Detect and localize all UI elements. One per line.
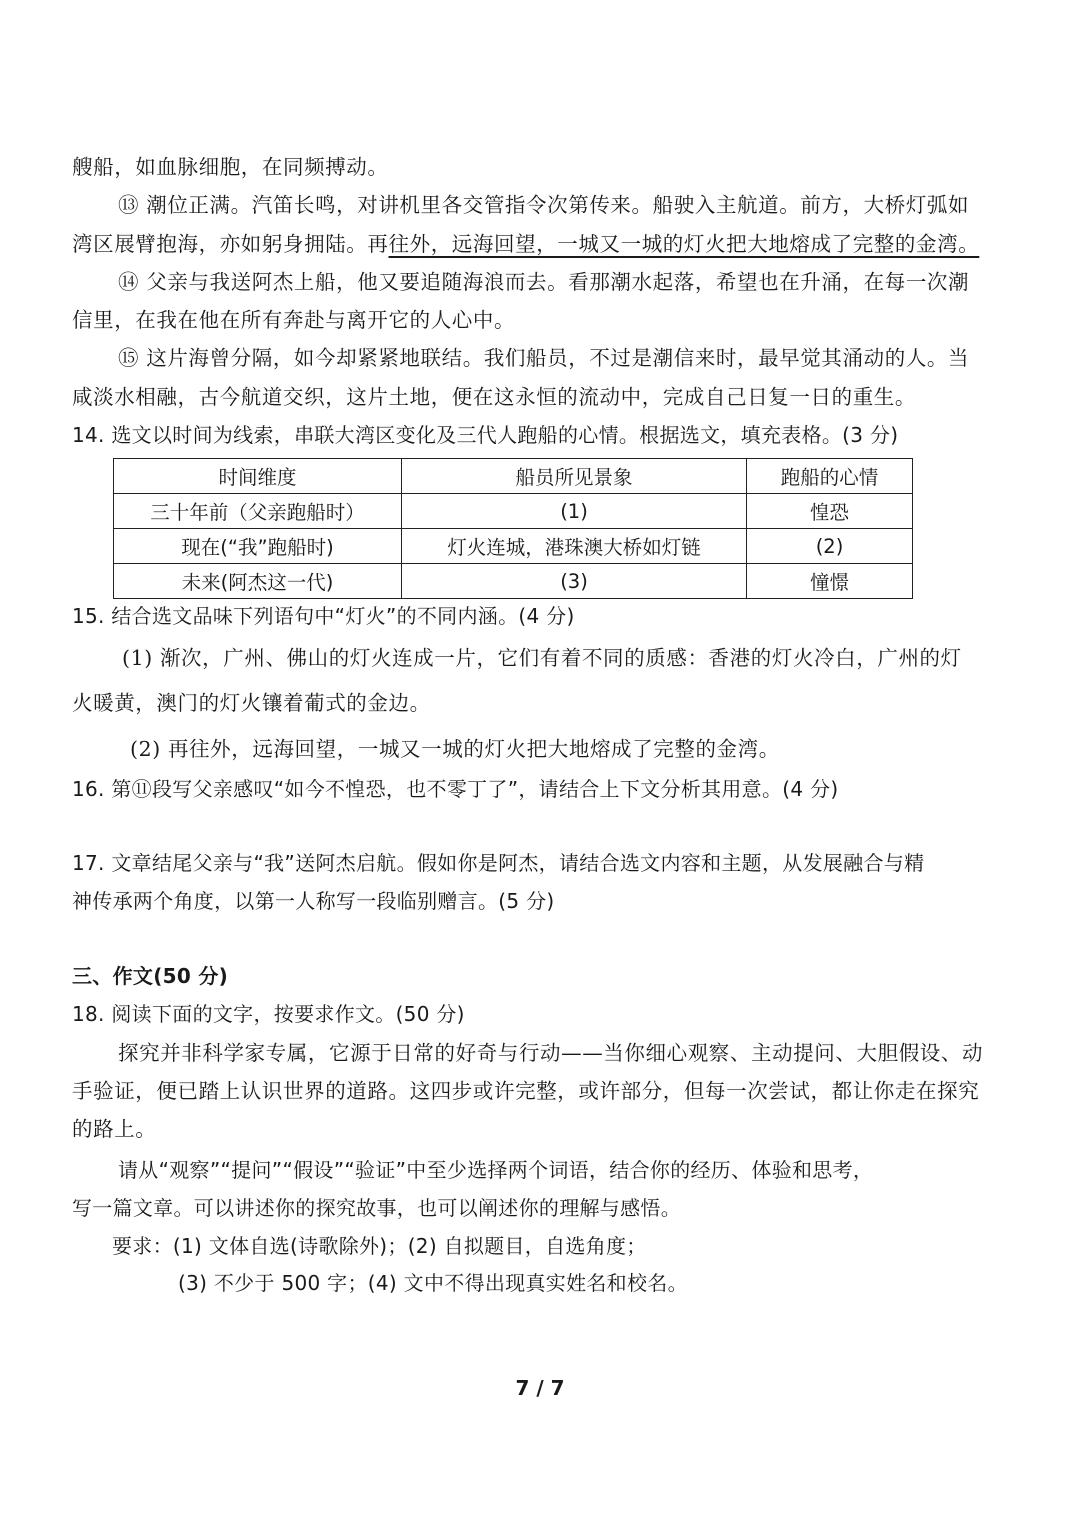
table-cell: (3) [402, 564, 747, 599]
table-cell: (1) [402, 494, 747, 529]
paragraph-14-line-2: 信里，在我在他在所有奔赴与离开它的人心中。 [72, 308, 516, 332]
table-header-cell: 船员所见景象 [402, 459, 747, 494]
table-header-cell: 时间维度 [114, 459, 402, 494]
question-15-item-2: (2) 再往外，远海回望，一城又一城的灯火把大地熔成了完整的金湾。 [130, 737, 780, 761]
table-cell: 现在(“我”跑船时) [114, 529, 402, 564]
section-heading: 三、作文(50 分) [72, 964, 229, 988]
essay-task-line-1: 请从“观察”“提问”“假设”“验证”中至少选择两个词语，结合你的经历、体验和思考， [118, 1158, 874, 1182]
paragraph-13-line-1: ⑬ 潮位正满。汽笛长鸣，对讲机里各交管指令次第传来。船驶入主航道。前方，大桥灯弧如 [118, 193, 970, 217]
table-row [114, 529, 913, 564]
question-15-item-1-line-2: 火暖黄，澳门的灯火镶着葡式的金边。 [72, 691, 431, 715]
question-17-line-1: 17. 文章结尾父亲与“我”送阿杰启航。假如你是阿杰，请结合选文内容和主题，从发展融合与精 [72, 851, 925, 875]
table-header-row [114, 459, 913, 494]
passage-line-1: 艘船，如血脉细胞，在同频搏动。 [72, 155, 389, 179]
table-row [114, 494, 913, 529]
essay-prompt-line-2: 手验证，便已踏上认识世界的道路。这四步或许完整，或许部分，但每一次尝试，都让你走在探究 [72, 1079, 980, 1103]
paragraph-13-line-2 [72, 230, 979, 258]
question-15: 15. 结合选文品味下列语句中“灯火”的不同内涵。(4 分) [72, 604, 575, 628]
underlined-sentence: 往外，远海回望，一城又一城的灯火把大地熔成了完整的金湾。 [388, 232, 980, 256]
table-cell: (2) [747, 529, 913, 564]
answer-table [113, 458, 913, 599]
table-cell: 灯火连城，港珠澳大桥如灯链 [402, 529, 747, 564]
table-cell: 未来(阿杰这一代) [114, 564, 402, 599]
table-cell: 憧憬 [747, 564, 913, 599]
table-header-cell: 跑船的心情 [747, 459, 913, 494]
table-row [114, 564, 913, 599]
table-cell: 惶恐 [747, 494, 913, 529]
paragraph-15-line-1: ⑮ 这片海曾分隔，如今却紧紧地联结。我们船员，不过是潮信来时，最早觉其涌动的人。当 [118, 346, 970, 370]
essay-prompt-line-1: 探究并非科学家专属，它源于日常的好奇与行动——当你细心观察、主动提问、大胆假设、动 [118, 1041, 984, 1065]
page-number: 7 / 7 [515, 1376, 565, 1400]
paragraph-14-line-1: ⑭ 父亲与我送阿杰上船，他又要追随海浪而去。看那潮水起落，希望也在升涌，在每一次潮 [118, 270, 970, 294]
question-17-line-2: 神传承两个角度，以第一人称写一段临别赠言。(5 分) [72, 889, 555, 913]
paragraph-15-line-2: 咸淡水相融，古今航道交织，这片土地，便在这永恒的流动中，完成自己日复一日的重生。 [72, 385, 916, 409]
question-14: 14. 选文以时间为线索，串联大湾区变化及三代人跑船的心情。根据选文，填充表格。(3 分) [72, 423, 899, 447]
essay-requirements-line-1: 要求：(1) 文体自选(诗歌除外)；(2) 自拟题目，自选角度； [112, 1234, 647, 1258]
essay-requirements-line-2: (3) 不少于 500 字；(4) 文中不得出现真实姓名和校名。 [178, 1271, 688, 1295]
paragraph-13-text: 湾区展臂抱海，亦如躬身拥陆。再 [72, 232, 389, 256]
question-16: 16. 第⑪段写父亲感叹“如今不惶恐，也不零丁了”，请结合上下文分析其用意。(4 分) [72, 777, 839, 801]
essay-task-line-2: 写一篇文章。可以讲述你的探究故事，也可以阐述你的理解与感悟。 [72, 1196, 681, 1220]
essay-prompt-line-3: 的路上。 [72, 1117, 157, 1141]
question-18: 18. 阅读下面的文字，按要求作文。(50 分) [72, 1002, 465, 1026]
question-15-item-1-line-1: (1) 渐次，广州、佛山的灯火连成一片，它们有着不同的质感：香港的灯火冷白，广州的灯 [122, 646, 962, 670]
table-cell: 三十年前（父亲跑船时） [114, 494, 402, 529]
